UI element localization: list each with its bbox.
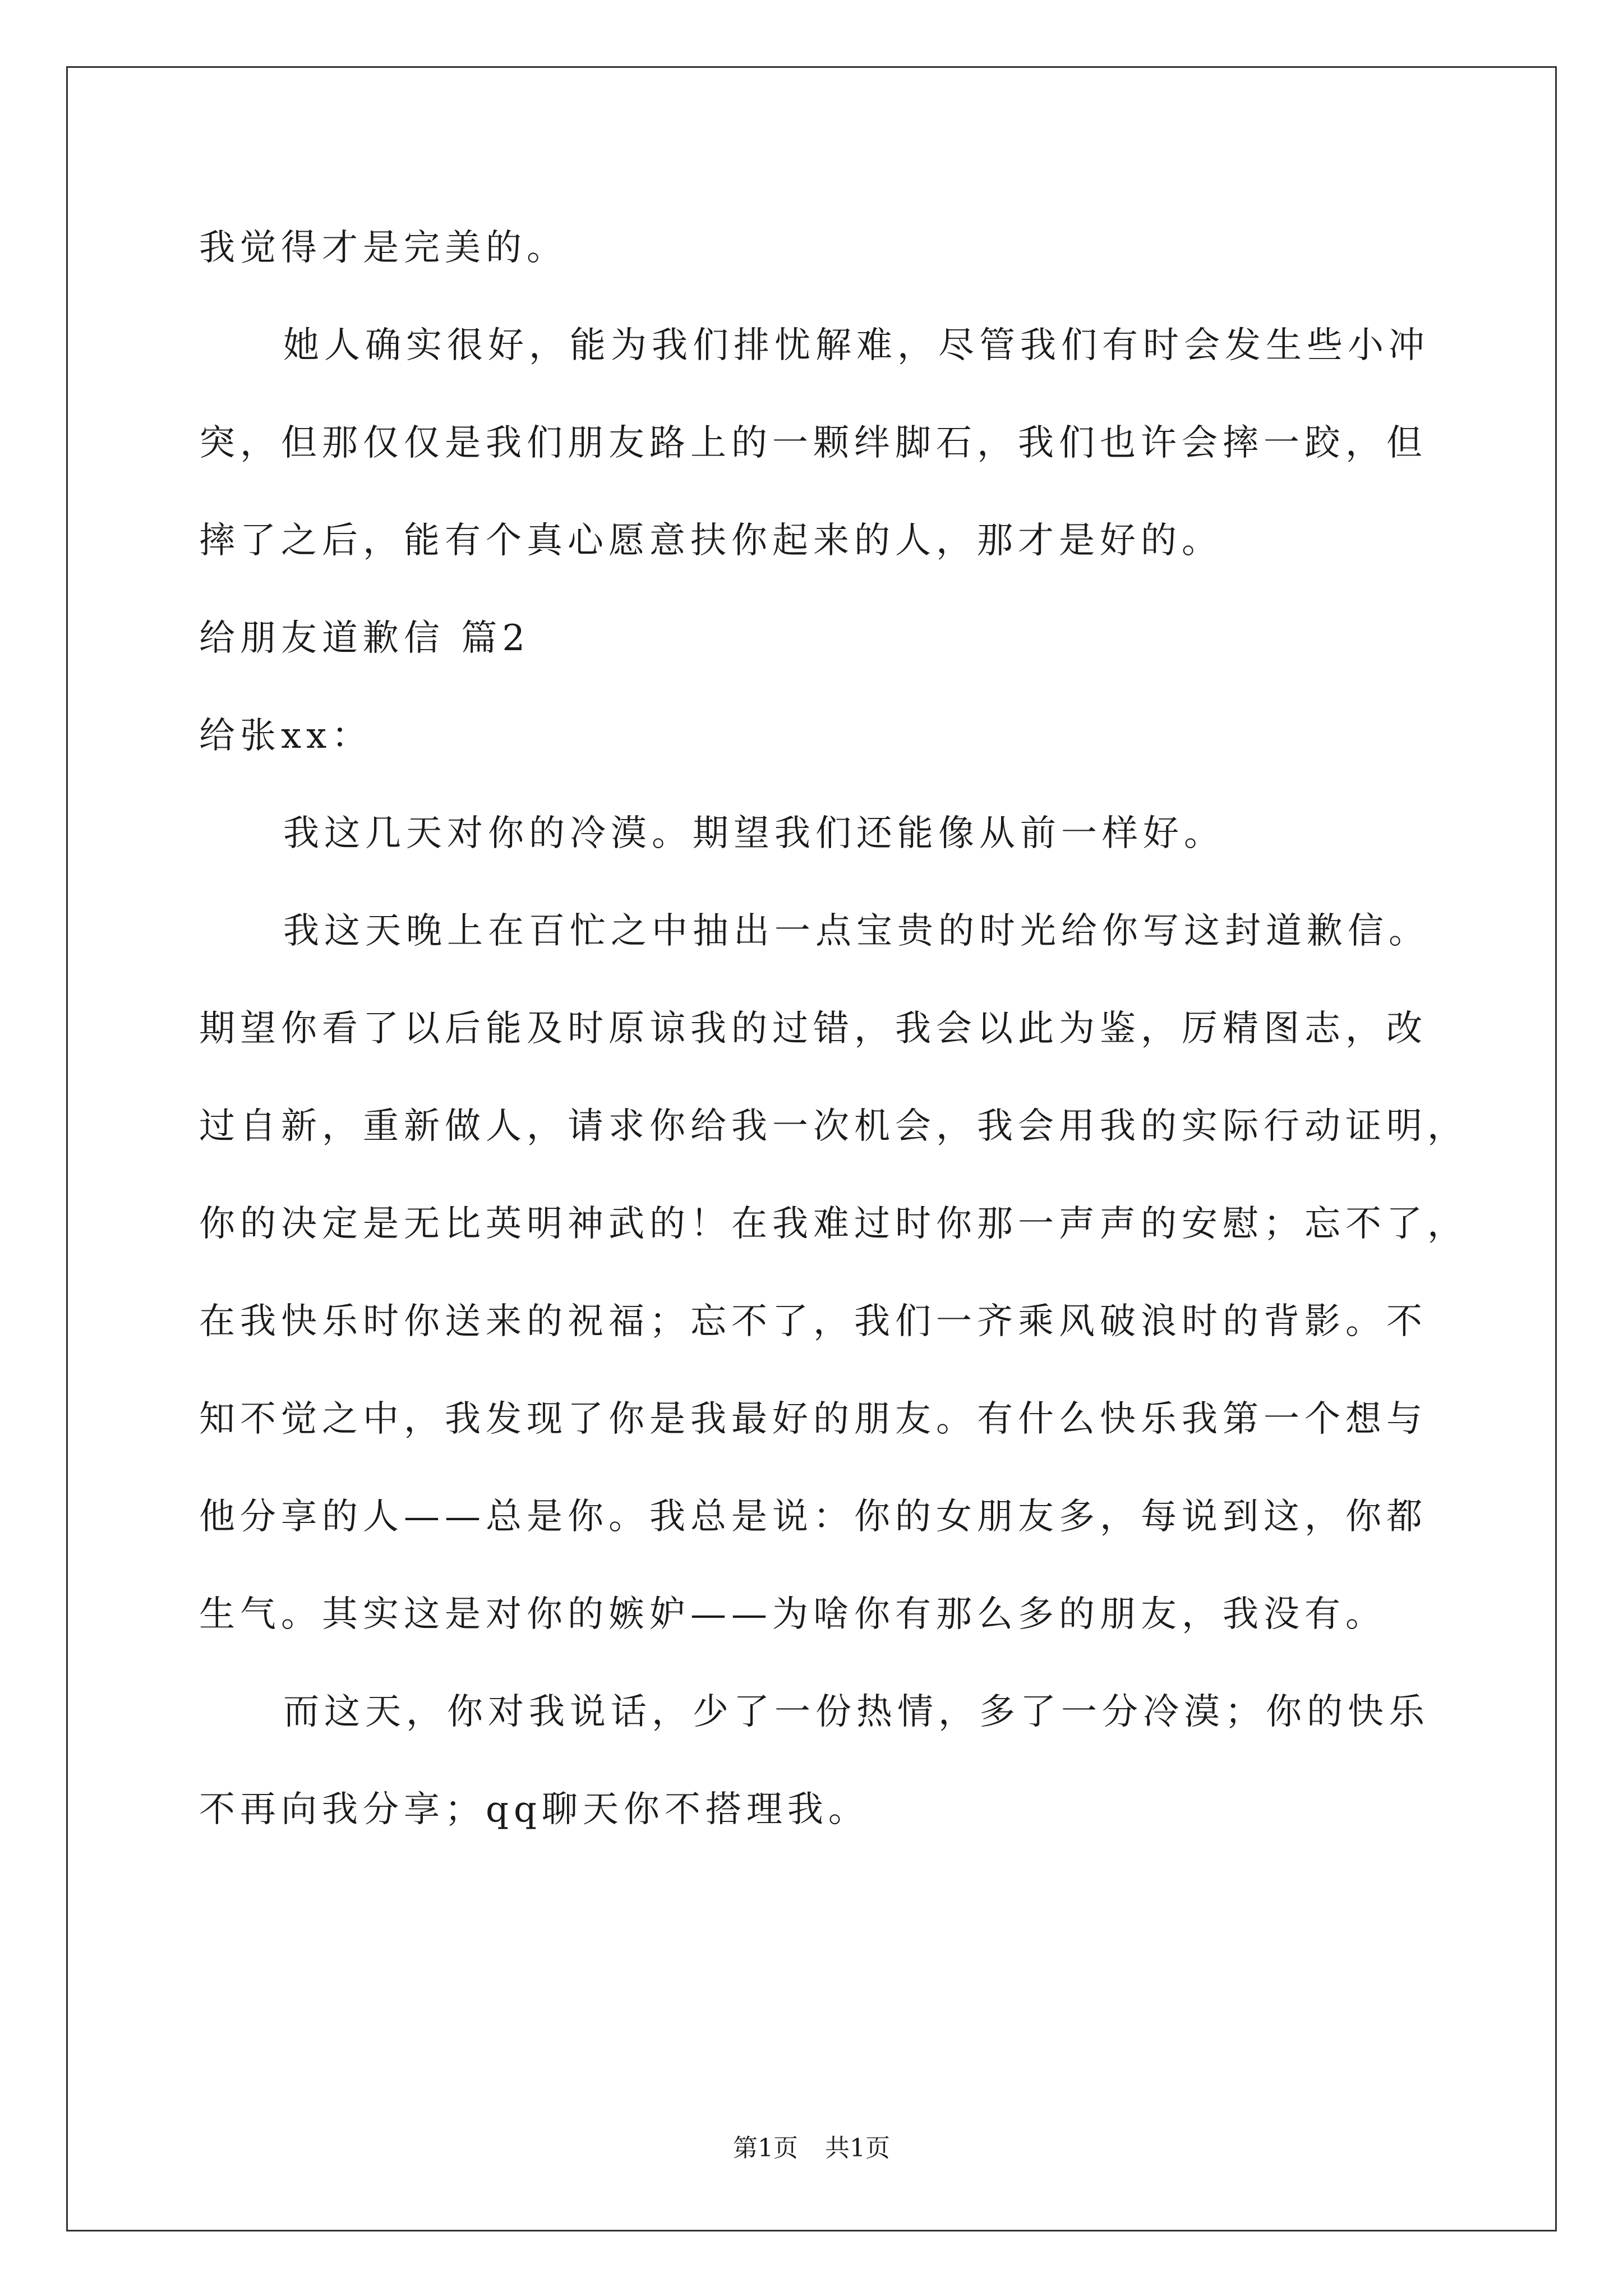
page-number: 第1页 [733, 2134, 798, 2162]
section-heading: 给朋友道歉信 篇2 [199, 618, 531, 659]
text-line-17: 不再向我分享；qq聊天你不搭理我。 [199, 1789, 869, 1830]
text-line-15: 生气。其实这是对你的嫉妒——为啥你有那么多的朋友，我没有。 [199, 1594, 1386, 1635]
text-line-1: 我觉得才是完美的。 [199, 227, 568, 269]
text-line-13: 知不觉之中，我发现了你是我最好的朋友。有什么快乐我第一个想与 [199, 1398, 1427, 1440]
page-total: 共1页 [825, 2134, 890, 2162]
text-line-2: 她人确实很好，能为我们排忧解难，尽管我们有时会发生些小冲 [283, 325, 1430, 366]
text-line-4: 摔了之后，能有个真心愿意扶你起来的人，那才是好的。 [199, 520, 1223, 562]
text-line-11: 你的决定是无比英明神武的！在我难过时你那一声声的安慰；忘不了， [199, 1203, 1468, 1245]
text-line-12: 在我快乐时你送来的祝福；忘不了，我们一齐乘风破浪时的背影。不 [199, 1301, 1427, 1342]
document-body [199, 199, 1468, 1858]
text-line-16: 而这天，你对我说话，少了一份热情，多了一分冷漠；你的快乐 [283, 1691, 1430, 1733]
text-line-7: 我这几天对你的冷漠。期望我们还能像从前一样好。 [283, 813, 1225, 854]
text-line-14: 他分享的人——总是你。我总是说：你的女朋友多，每说到这，你都 [199, 1496, 1427, 1538]
page-footer [0, 2132, 1623, 2165]
text-line-9: 期望你看了以后能及时原谅我的过错，我会以此为鉴，厉精图志，改 [199, 1008, 1427, 1050]
text-line-3: 突，但那仅仅是我们朋友路上的一颗绊脚石，我们也许会摔一跤，但 [199, 422, 1427, 464]
text-line-10: 过自新，重新做人，请求你给我一次机会，我会用我的实际行动证明， [199, 1106, 1468, 1147]
text-line-8: 我这天晚上在百忙之中抽出一点宝贵的时光给你写这封道歉信。 [283, 910, 1430, 952]
salutation: 给张xx： [199, 715, 373, 757]
